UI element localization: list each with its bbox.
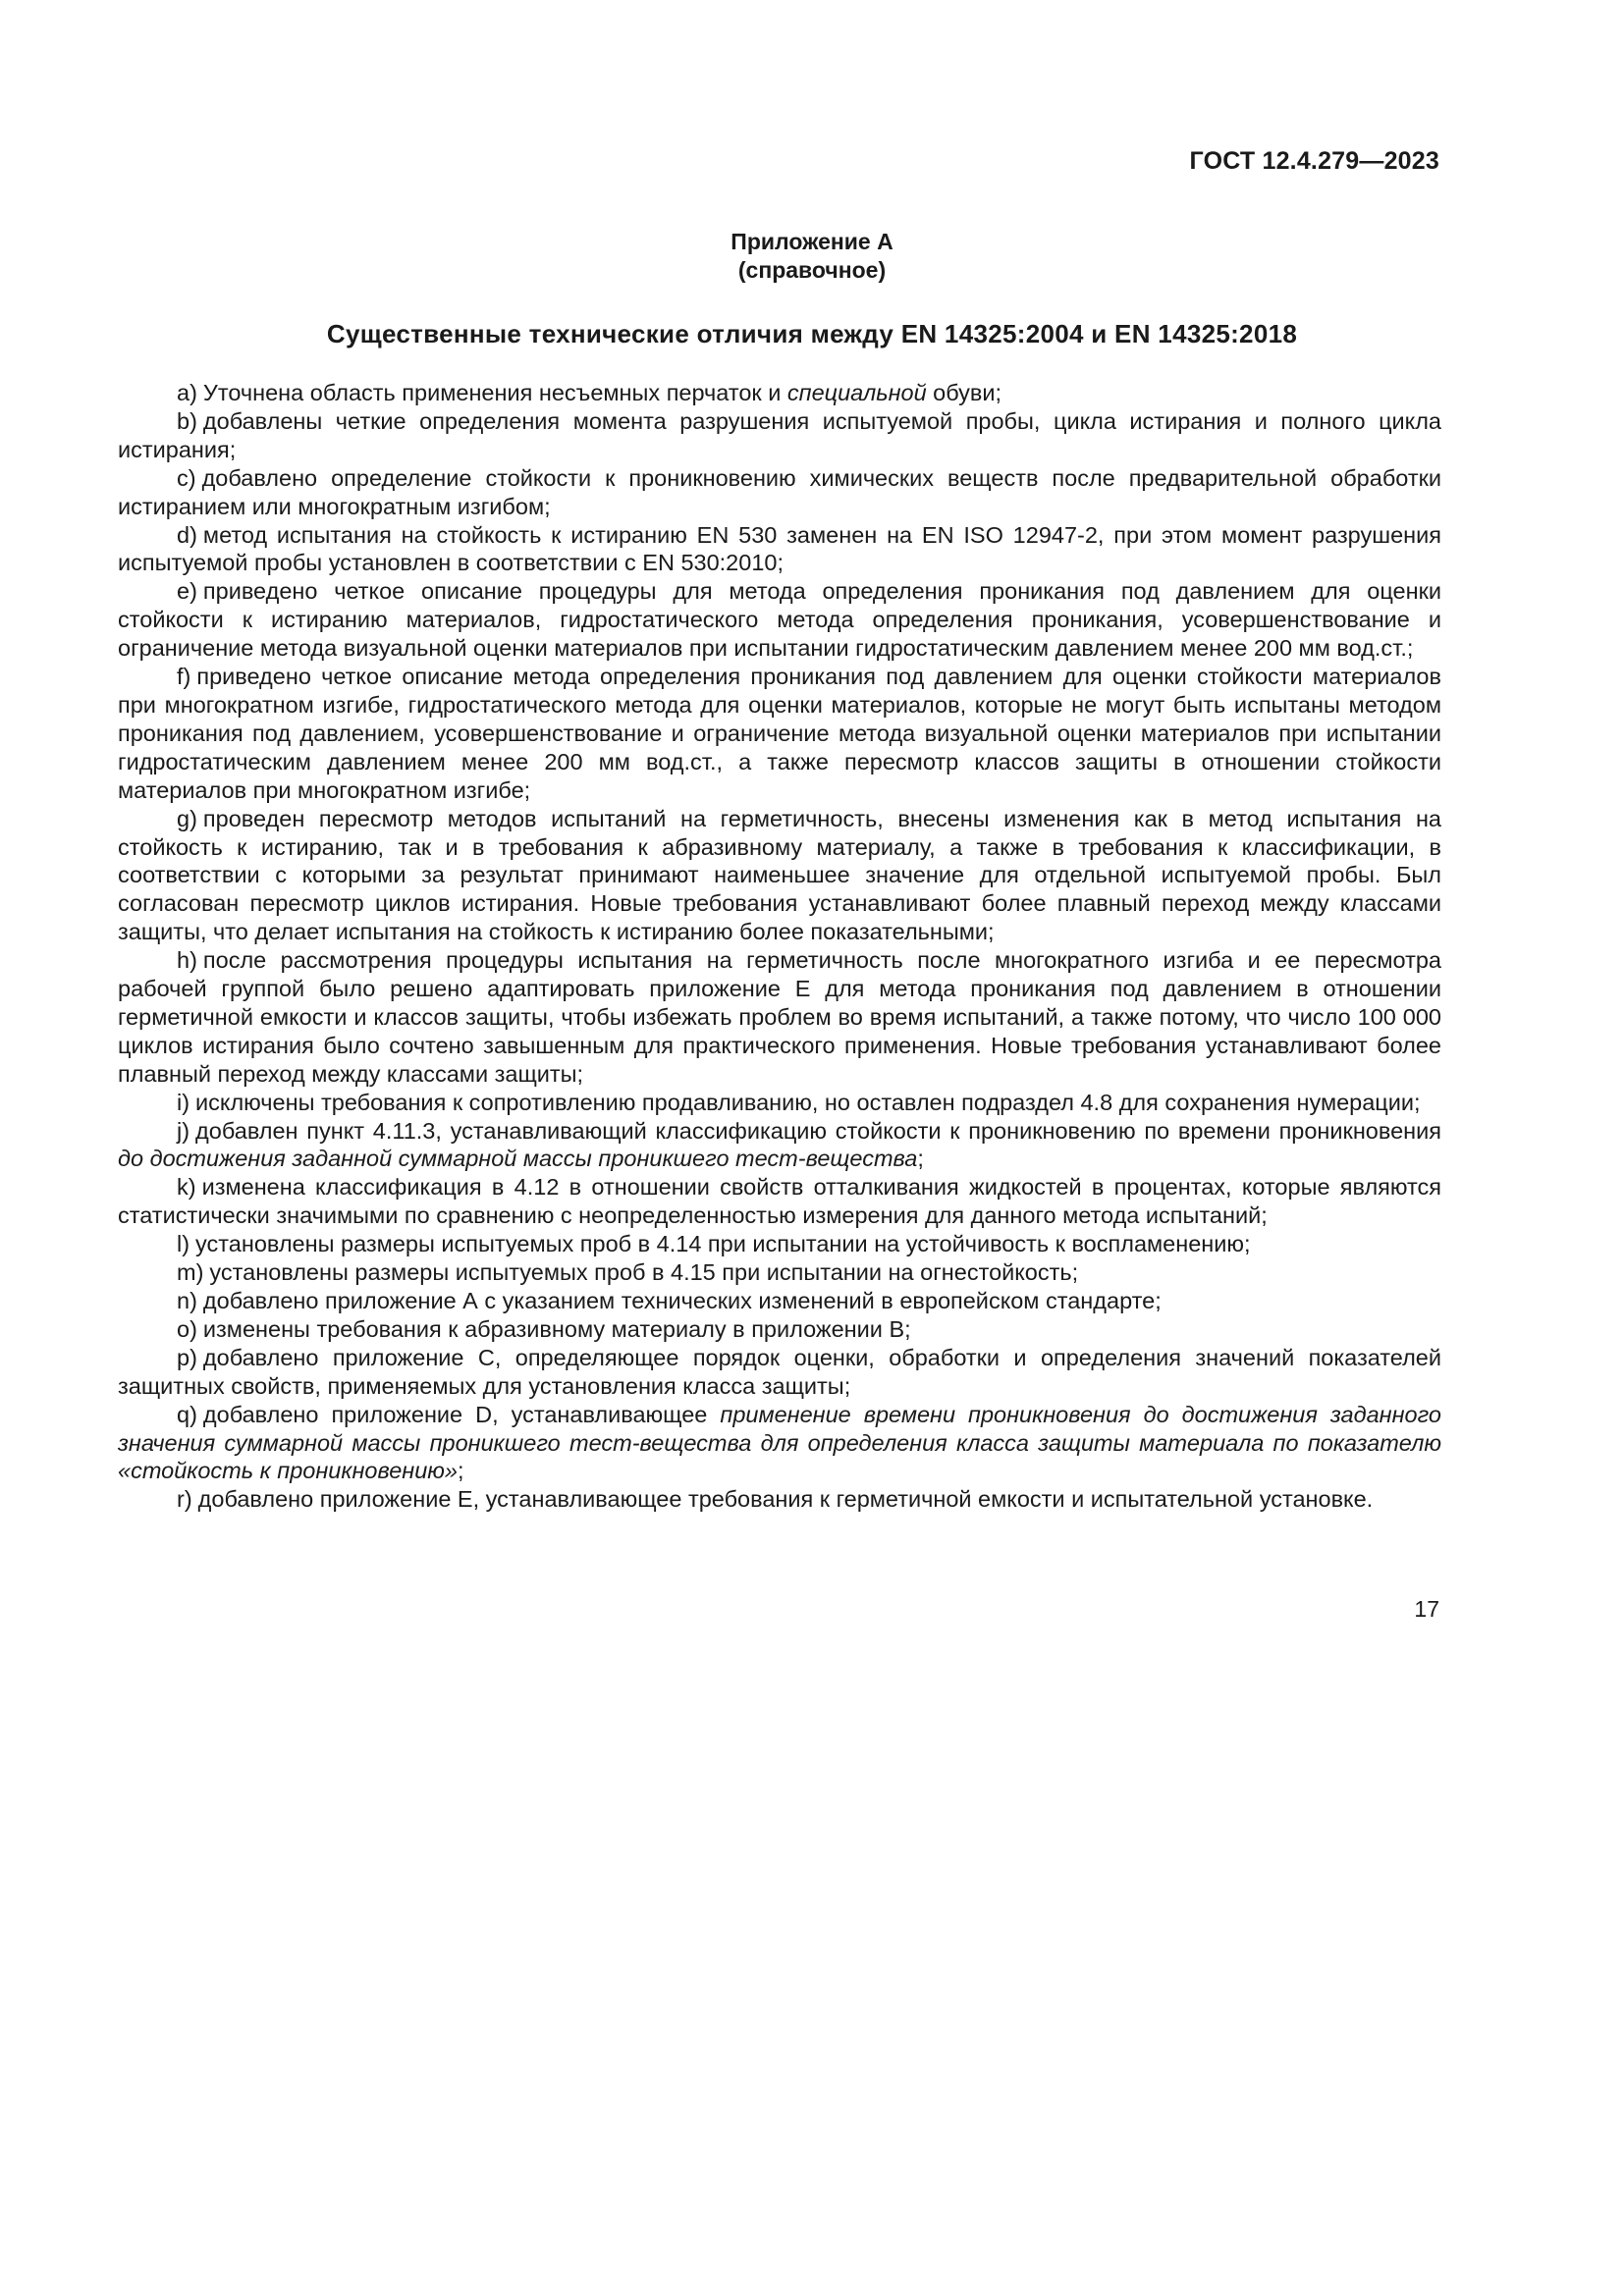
list-item [118, 521, 1441, 578]
list-item-text: исключены требования к сопротивлению продавливанию, но оставлен подраздел 4.8 для сохранения нумерации; [195, 1089, 1421, 1115]
differences-list [118, 379, 1441, 1514]
list-item [118, 407, 1441, 464]
list-item-text: добавлено приложение С, определяющее порядок оценки, обработки и определения значений показателей защитных свойств, применяемых для установления класса защиты; [118, 1344, 1441, 1399]
list-item-label: c) [177, 464, 196, 491]
list-item [118, 1344, 1441, 1401]
list-item-text: добавлены четкие определения момента разрушения испытуемой пробы, цикла истирания и полного цикла истирания; [118, 407, 1441, 462]
list-item-text: добавлено определение стойкости к проникновению химических веществ после предварительной обработки истиранием или многократным изгибом; [118, 464, 1441, 519]
list-item [118, 1315, 1441, 1344]
list-item [118, 1173, 1441, 1230]
list-item-label: l) [177, 1231, 190, 1257]
list-item-label: p) [177, 1344, 197, 1370]
list-item-text: метод испытания на стойкость к истиранию EN 530 заменен на EN ISO 12947-2, при этом момент разрушения испытуемой пробы установлен в соответствии с EN 530:2010; [118, 521, 1441, 576]
list-item-text: добавлено приложение А с указанием технических изменений в европейском стандарте; [202, 1288, 1162, 1313]
list-item-text: изменены требования к абразивному материалу в приложении В; [202, 1315, 911, 1342]
list-item [118, 1401, 1441, 1486]
list-item-label: d) [177, 521, 197, 548]
list-item [118, 577, 1441, 663]
appendix-title-line: Приложение А [731, 229, 893, 254]
list-item-text: установлены размеры испытуемых проб в 4.14 при испытании на устойчивость к воспламенению; [195, 1231, 1251, 1257]
list-item-text: приведено четкое описание процедуры для метода определения проникания под давлением для оценки стойкости к истиранию материалов, гидростатического метода определения проникания, усовершенствование и ограничение метода визуальной оценки материалов при испытании гидростатическим давлением менее 200 мм вод.ст.; [118, 578, 1441, 662]
document-code: ГОСТ 12.4.279—2023 [1189, 147, 1439, 175]
list-item-text: Уточнена область применения несъемных перчаток и специальной обуви; [202, 380, 1002, 405]
list-item-text: добавлен пункт 4.11.3, устанавливающий классификацию стойкости к проникновению по времени проникновения до достижения заданной суммарной массы проникшего тест-вещества; [118, 1117, 1441, 1172]
list-item [118, 663, 1441, 805]
list-item [118, 1230, 1441, 1258]
list-item-label: e) [177, 578, 197, 605]
section-heading: Существенные технические отличия между EN 14325:2004 и EN 14325:2018 [326, 319, 1298, 348]
page-number: 17 [1414, 1596, 1439, 1622]
list-item-text: установлены размеры испытуемых проб в 4.15 при испытании на огнестойкость; [209, 1259, 1079, 1286]
list-item-label: k) [177, 1174, 196, 1201]
appendix-title [0, 228, 1624, 285]
list-item [118, 805, 1441, 947]
list-item-label: h) [177, 947, 197, 974]
list-item-label: r) [177, 1486, 192, 1513]
list-item-label: m) [177, 1259, 204, 1286]
list-item-text: приведено четкое описание метода определения проникания под давлением для оценки стойкости материалов при многократном изгибе, гидростатического метода для оценки материалов, которые не могут быть испытаны методом проникания под давлением, усовершенствование и ограничение метода визуальной оценки материалов при испытании гидростатическим давлением менее 200 мм вод.ст., а также пересмотр классов защиты в отношении стойкости материалов при многократном изгибе; [118, 664, 1441, 803]
list-item-label: g) [177, 805, 197, 831]
list-item-label: q) [177, 1401, 197, 1427]
list-item [118, 464, 1441, 521]
list-item-label: b) [177, 407, 197, 434]
list-item-text: проведен пересмотр методов испытаний на герметичность, внесены изменения как в метод испытания на стойкость к истиранию, так и в требования к абразивному материалу, а также в требования к классификации, в соответствии с которыми за результат принимают наименьшее значение для отдельной испытуемой пробы. Был согласован пересмотр циклов истирания. Новые требования устанавливают более плавный переход между классами защиты, что делает испытания на стойкость к истиранию более показательными; [118, 805, 1441, 945]
list-item-label: f) [177, 664, 191, 690]
list-item-text: добавлено приложение Е, устанавливающее требования к герметичной емкости и испытательной установке. [197, 1486, 1374, 1513]
list-item-label: i) [177, 1089, 190, 1115]
list-item-label: j) [177, 1117, 190, 1144]
list-item [118, 379, 1441, 407]
list-item [118, 946, 1441, 1089]
list-item [118, 1117, 1441, 1174]
list-item-label: a) [177, 380, 197, 405]
list-item-text: после рассмотрения процедуры испытания на герметичность после многократного изгиба и ее пересмотра рабочей группой было решено адаптировать приложение Е для метода проникания под давлением в отношении герметичной емкости и классов защиты, чтобы избежать проблем во время испытаний, а также потому, что число 100 000 циклов истирания было сочтено завышенным для практического применения. Новые требования устанавливают более плавный переход между классами защиты; [118, 947, 1441, 1087]
list-item-text: добавлено приложение D, устанавливающее применение времени проникновения до достижения заданного значения суммарной массы проникшего тест-вещества для определения класса защиты материала по показателю «стойкость к проникновению»; [118, 1401, 1442, 1484]
appendix-subtitle-line: (справочное) [737, 257, 887, 283]
list-item [118, 1287, 1441, 1315]
list-item-label: o) [177, 1315, 197, 1342]
list-item [118, 1089, 1441, 1117]
list-item-text: изменена классификация в 4.12 в отношении свойств отталкивания жидкостей в процентах, которые являются статистически значимыми по сравнению с неопределенностью измерения для данного метода испытаний; [118, 1174, 1441, 1229]
list-item [118, 1258, 1441, 1287]
list-item [118, 1485, 1441, 1514]
list-item-label: n) [177, 1288, 197, 1313]
